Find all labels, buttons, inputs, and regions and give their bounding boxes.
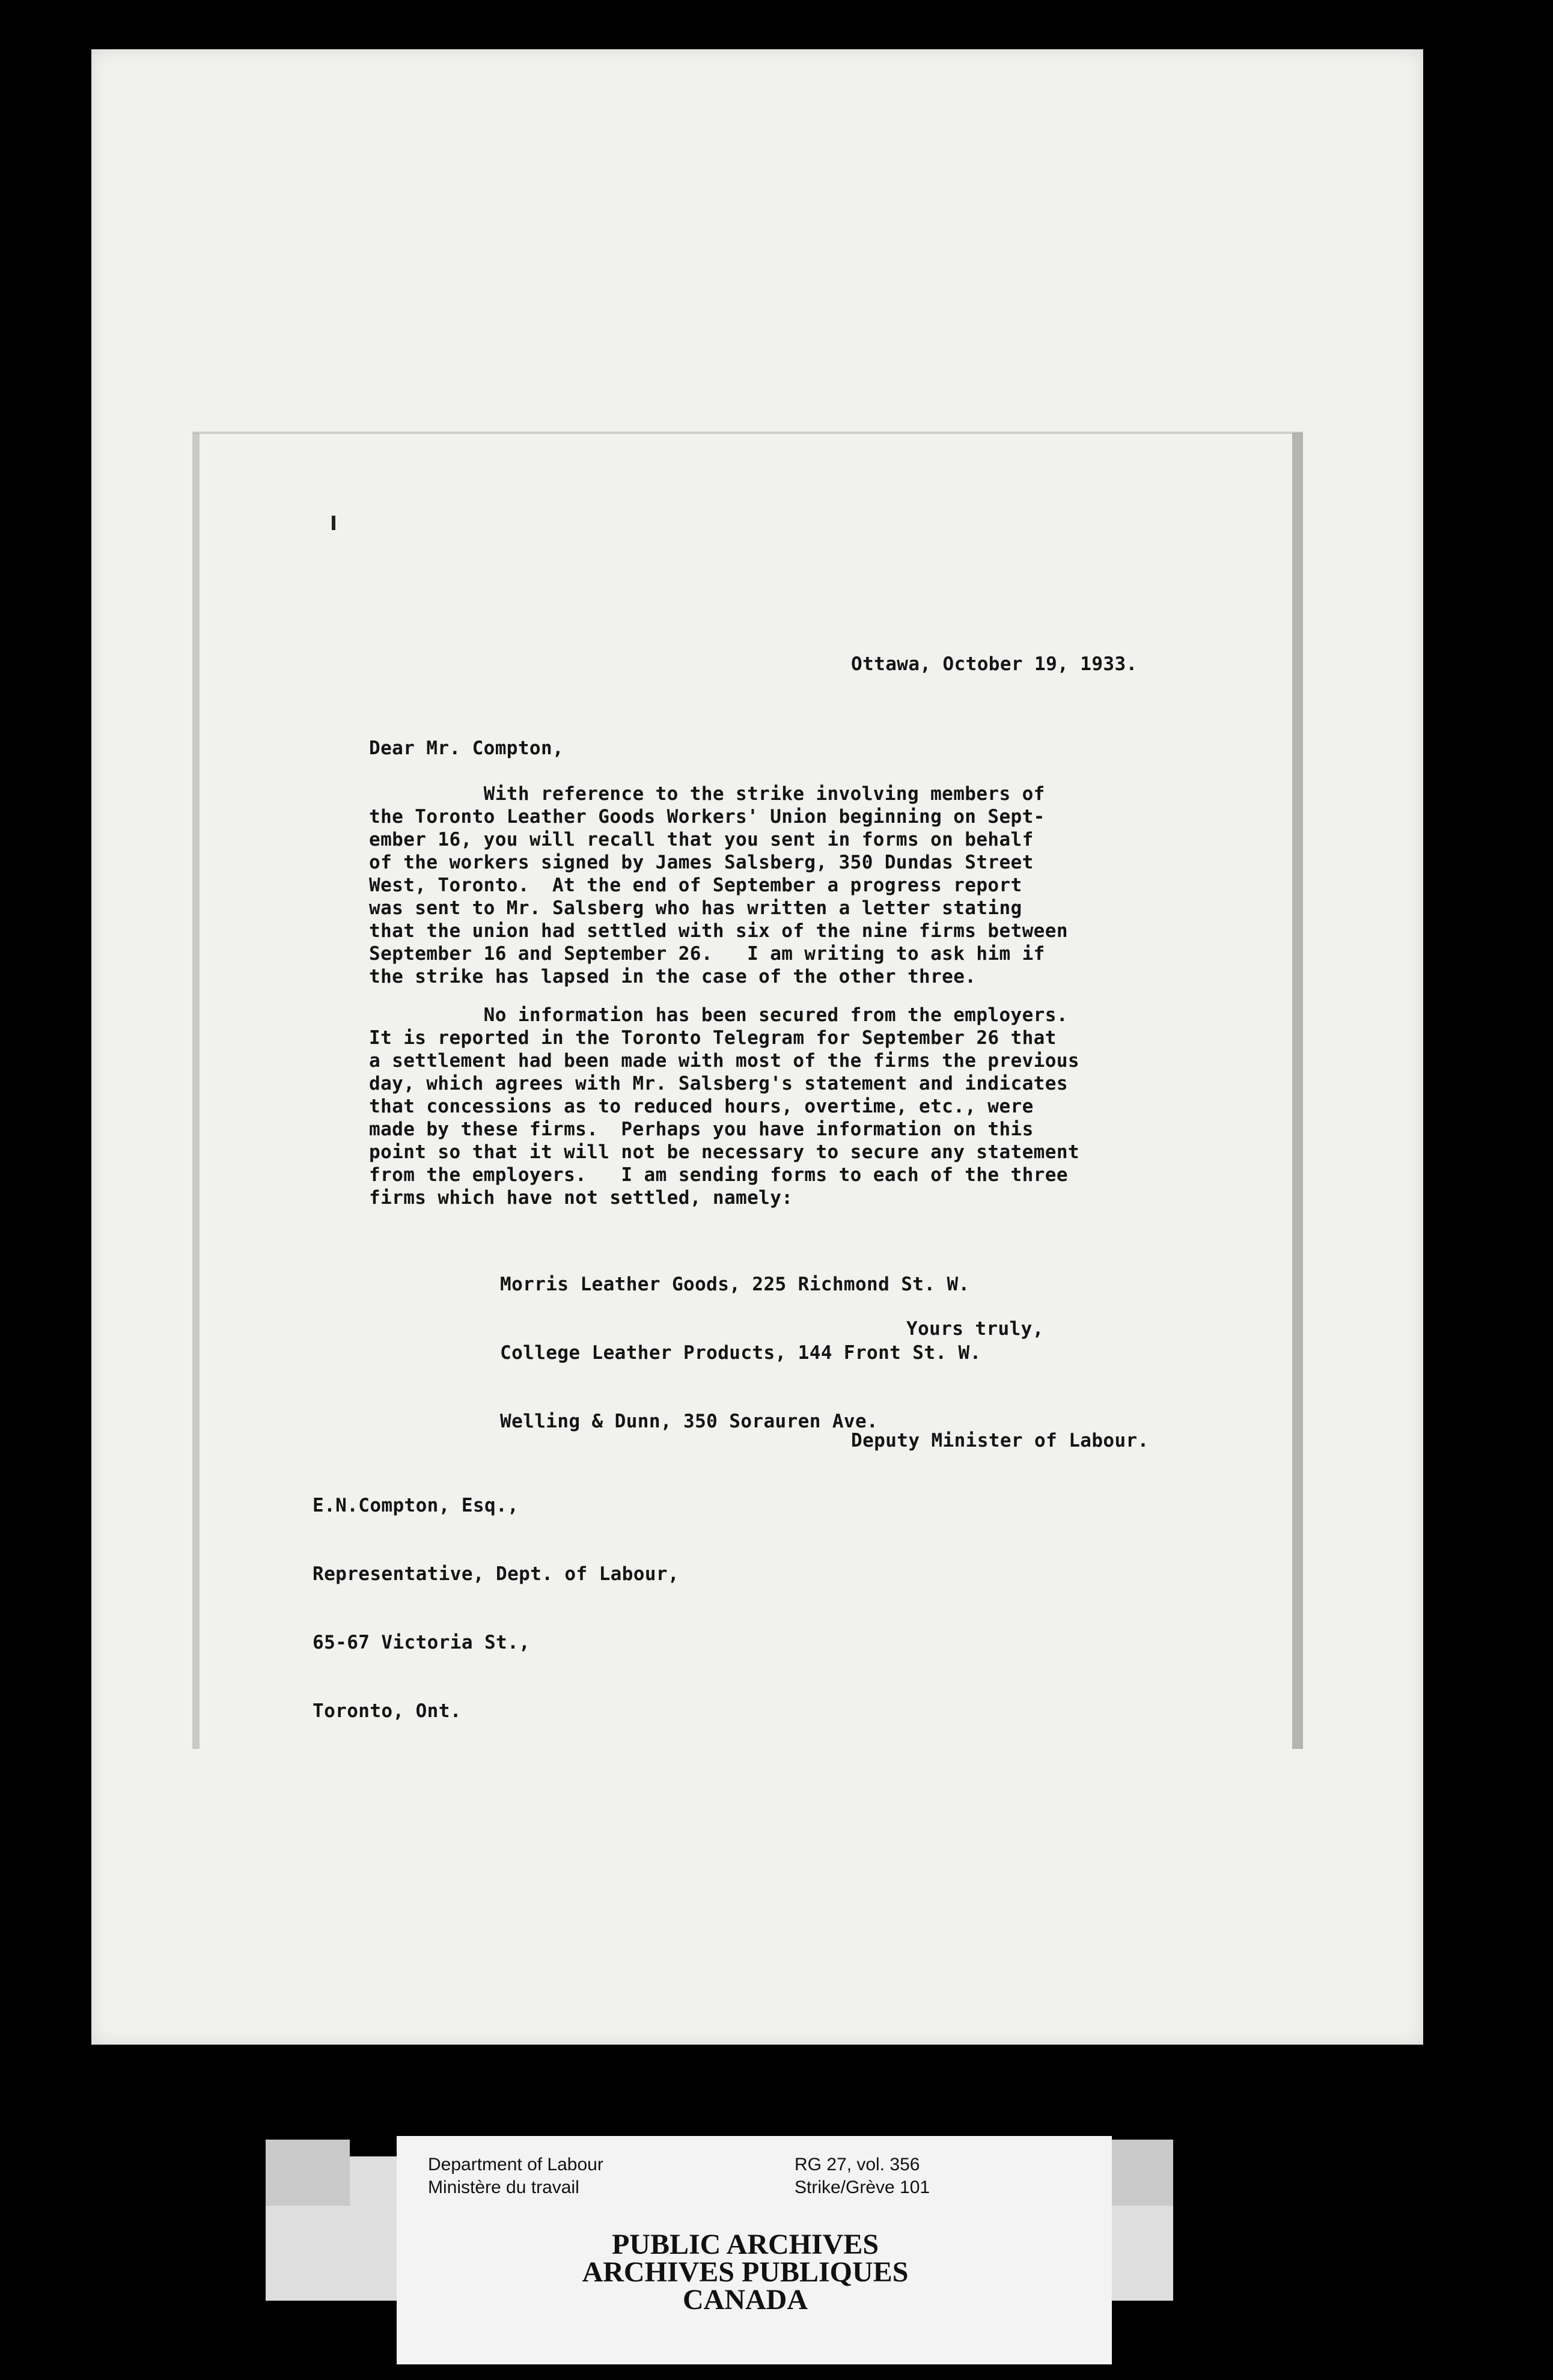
signature-title: Deputy Minister of Labour. <box>851 1430 1149 1451</box>
strike-file-number: Strike/Grève 101 <box>795 2177 930 2197</box>
address-line: 65-67 Victoria St., <box>313 1632 531 1653</box>
firm-item: Welling & Dunn, 350 Sorauren Ave. <box>500 1411 879 1432</box>
address-line: Toronto, Ont. <box>313 1700 462 1722</box>
department-french: Ministère du travail <box>428 2177 579 2197</box>
department-english: Department of Labour <box>428 2155 603 2174</box>
letter-salutation: Dear Mr. Compton, <box>369 737 564 759</box>
firm-item: College Leather Products, 144 Front St. W. <box>500 1342 981 1364</box>
archives-stamp <box>529 2231 962 2314</box>
letter-closing: Yours truly, <box>906 1318 1044 1340</box>
archives-stamp-line: ARCHIVES PUBLIQUES <box>582 2256 909 2288</box>
letter-paragraph-1: With reference to the strike involving members of the Toronto Leather Goods Workers' Union beginning on Sept- ember 16, you will recall that you sent in forms on behalf of the workers signed by James Salsberg, 350 Dundas Street West, Toronto. At the end of September a progress report was sent to Mr. Salsberg who has written a letter stating that the union had settled with six of the nine firms between September 16 and September 26. I am writing to ask him if the strike has lapsed in the case of the other three. <box>369 783 1068 987</box>
letter-date: Ottawa, October 19, 1933. <box>851 653 1138 675</box>
letter-paragraph-2: No information has been secured from the employers. It is reported in the Toronto Telegram for September 26 that a settlement had been made with most of the firms the previous day, which agrees with Mr. Salsberg's statement and indicates that concessions as to reduced hours, overtime, etc., were made by these firms. Perhaps you have information on this point so that it will not be necessary to secure any statement from the employers. I am sending forms to each of the three firms which have not settled, namely: <box>369 1004 1079 1209</box>
archives-stamp-line: PUBLIC ARCHIVES <box>611 2229 879 2260</box>
record-group-reference: RG 27, vol. 356 <box>795 2155 920 2174</box>
address-line: E.N.Compton, Esq., <box>313 1495 519 1516</box>
firm-item: Morris Leather Goods, 225 Richmond St. W. <box>500 1274 970 1295</box>
address-line: Representative, Dept. of Labour, <box>313 1563 680 1585</box>
archives-stamp-line: CANADA <box>683 2284 808 2316</box>
recipient-address <box>313 1448 679 1768</box>
label-tab-left <box>266 2140 350 2206</box>
